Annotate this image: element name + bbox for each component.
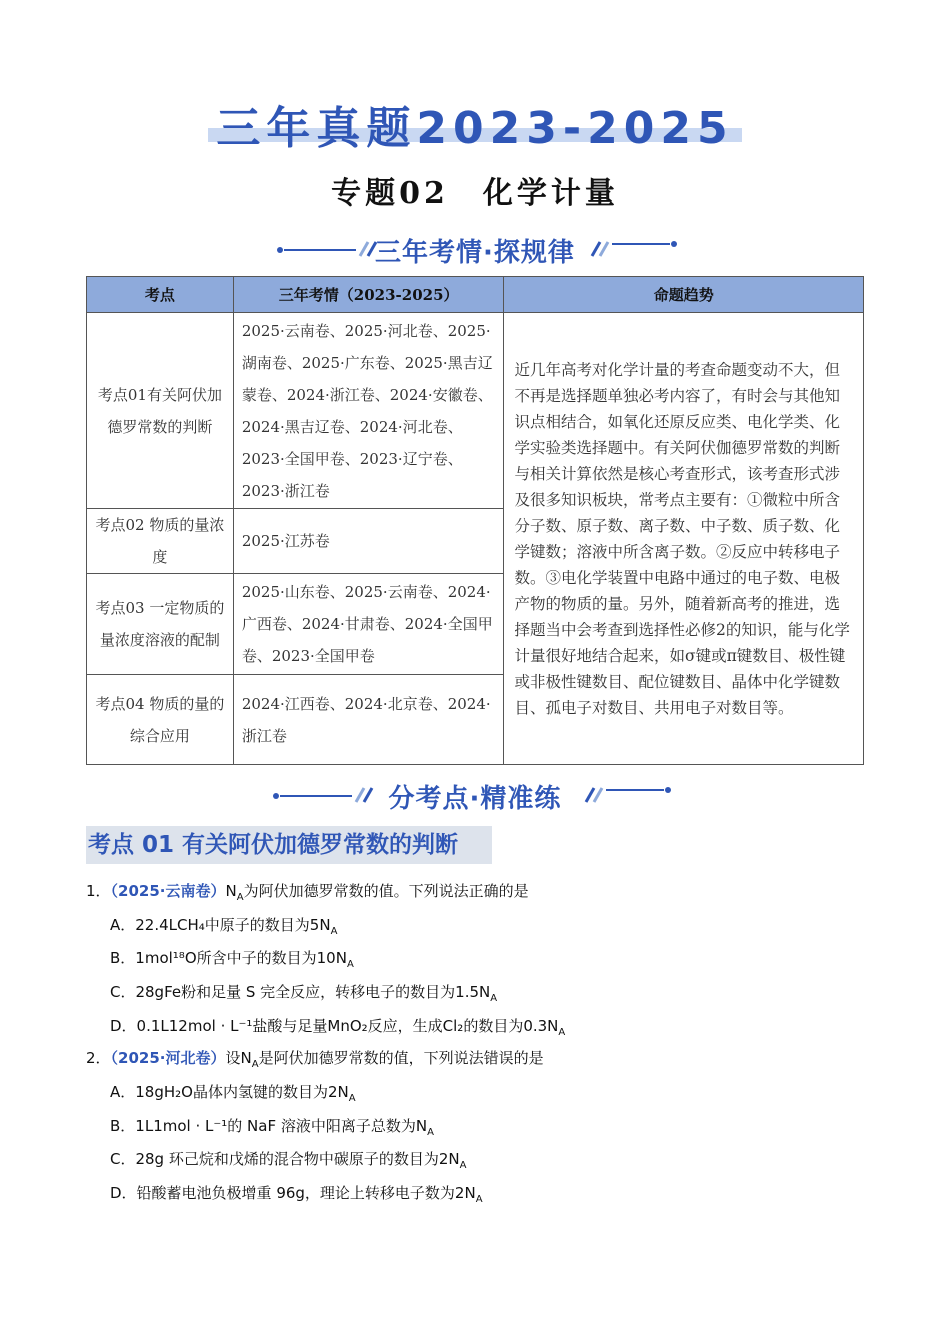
table-cell-point: 考点02 物质的量浓度 (87, 509, 234, 574)
question-stem: 为阿伏加德罗常数的值。下列说法正确的是 (243, 882, 529, 900)
table-cell-trend: 近几年高考对化学计量的考查命题变动不大，但不再是选择题单独必考内容了，有时会与其他知识点相结合，如氧化还原反应类、电化学类、化学实验类选择题中。有关阿伏伽德罗常数的判断与相关计算依然是核心考查形式，该考查形式涉及很多知识板块，常考点主要有：①微粒中所含分子数、原子数、离子数、中子数、质子数、化学键数；溶液中所含离子数。②反应中转移电子数。③电化学装置中电路中通过的电子数、电极产物的物质的量。另外，随着新高考的推进，选择题当中会考查到选择性必修2的知识，能与化学计量很好地结合起来，如σ键或π键数目、极性键或非极性键数目、配位键数目、晶体中化学键数目、孤电子对数目、共用电子对数目等。 (504, 313, 864, 765)
option-d: D．铅酸蓄电池负极增重 96g，理论上转移电子数为$2N_A$ (110, 1184, 483, 1205)
section-header-practice (0, 776, 950, 816)
table-cell-point: 考点01有关阿伏加德罗常数的判断 (87, 313, 234, 509)
question-1: 1．（2025·云南卷）$N_A$为阿伏加德罗常数的值。下列说法正确的是 (86, 882, 529, 903)
header-years: 三年考情（2023-2025） (233, 277, 504, 313)
table-cell-years: 2025·山东卷、2025·云南卷、2024·广西卷、2024·甘肃卷、2024·全国甲卷、2023·全国甲卷 (233, 574, 504, 675)
table-cell-years: 2024·江西卷、2024·北京卷、2024·浙江卷 (233, 675, 504, 765)
table-cell-point: 考点04 物质的量的综合应用 (87, 675, 234, 765)
header-trend: 命题趋势 (504, 277, 864, 313)
question-stem: 是阿伏加德罗常数的值，下列说法错误的是 (258, 1049, 544, 1067)
knowledge-point-title: 考点 01 有关阿伏加德罗常数的判断 (86, 826, 492, 864)
table-cell-point: 考点03 一定物质的量浓度溶液的配制 (87, 574, 234, 675)
option-d: D．0.1L12mol · L⁻¹盐酸与足量MnO₂反应，生成Cl₂的数目为$0.3N_A$ (110, 1017, 566, 1038)
right-decoration-icon (584, 776, 674, 816)
option-b: B．1mol¹⁸O所含中子的数目为$10N_A$ (110, 949, 354, 970)
subject-title: 专题02 化学计量 (331, 176, 619, 211)
table-cell-years: 2025·云南卷、2025·河北卷、2025·湖南卷、2025·广东卷、2025·黑吉辽蒙卷、2024·浙江卷、2024·安徽卷、2024·黑吉辽卷、2024·河北卷、2023·全国甲卷、2023·辽宁卷、2023·浙江卷 (233, 313, 504, 509)
exam-overview-table (86, 276, 864, 765)
option-a: A．22.4LCH₄中原子的数目为$5N_A$ (110, 916, 338, 937)
section-practice-label: 分考点·精准练 (388, 784, 562, 814)
option-c: C．28gFe粉和足量 S 完全反应，转移电子的数目为$1.5N_A$ (110, 983, 498, 1004)
section-overview-label: 三年考情·探规律 (375, 238, 575, 268)
table-cell-years: 2025·江苏卷 (233, 509, 504, 574)
question-2: 2．（2025·河北卷）设$N_A$是阿伏加德罗常数的值，下列说法错误的是 (86, 1049, 544, 1070)
header-point: 考点 (87, 277, 234, 313)
question-source: （2025·河北卷） (110, 1049, 226, 1067)
right-decoration-icon (590, 230, 680, 270)
section-header-overview (0, 230, 950, 270)
question-number: 1． (86, 882, 111, 900)
option-c: C．28g 环己烷和戊烯的混合物中碳原子的数目为$2N_A$ (110, 1150, 467, 1171)
banner-title: 三年真题2023-2025 (216, 103, 734, 154)
option-b: B．1L1mol · L⁻¹的 NaF 溶液中阳离子总数为$N_A$ (110, 1117, 434, 1138)
question-number: 2． (86, 1049, 111, 1067)
question-source: （2025·云南卷） (110, 882, 226, 900)
option-a: A．18gH₂O晶体内氢键的数目为$2N_A$ (110, 1083, 356, 1104)
